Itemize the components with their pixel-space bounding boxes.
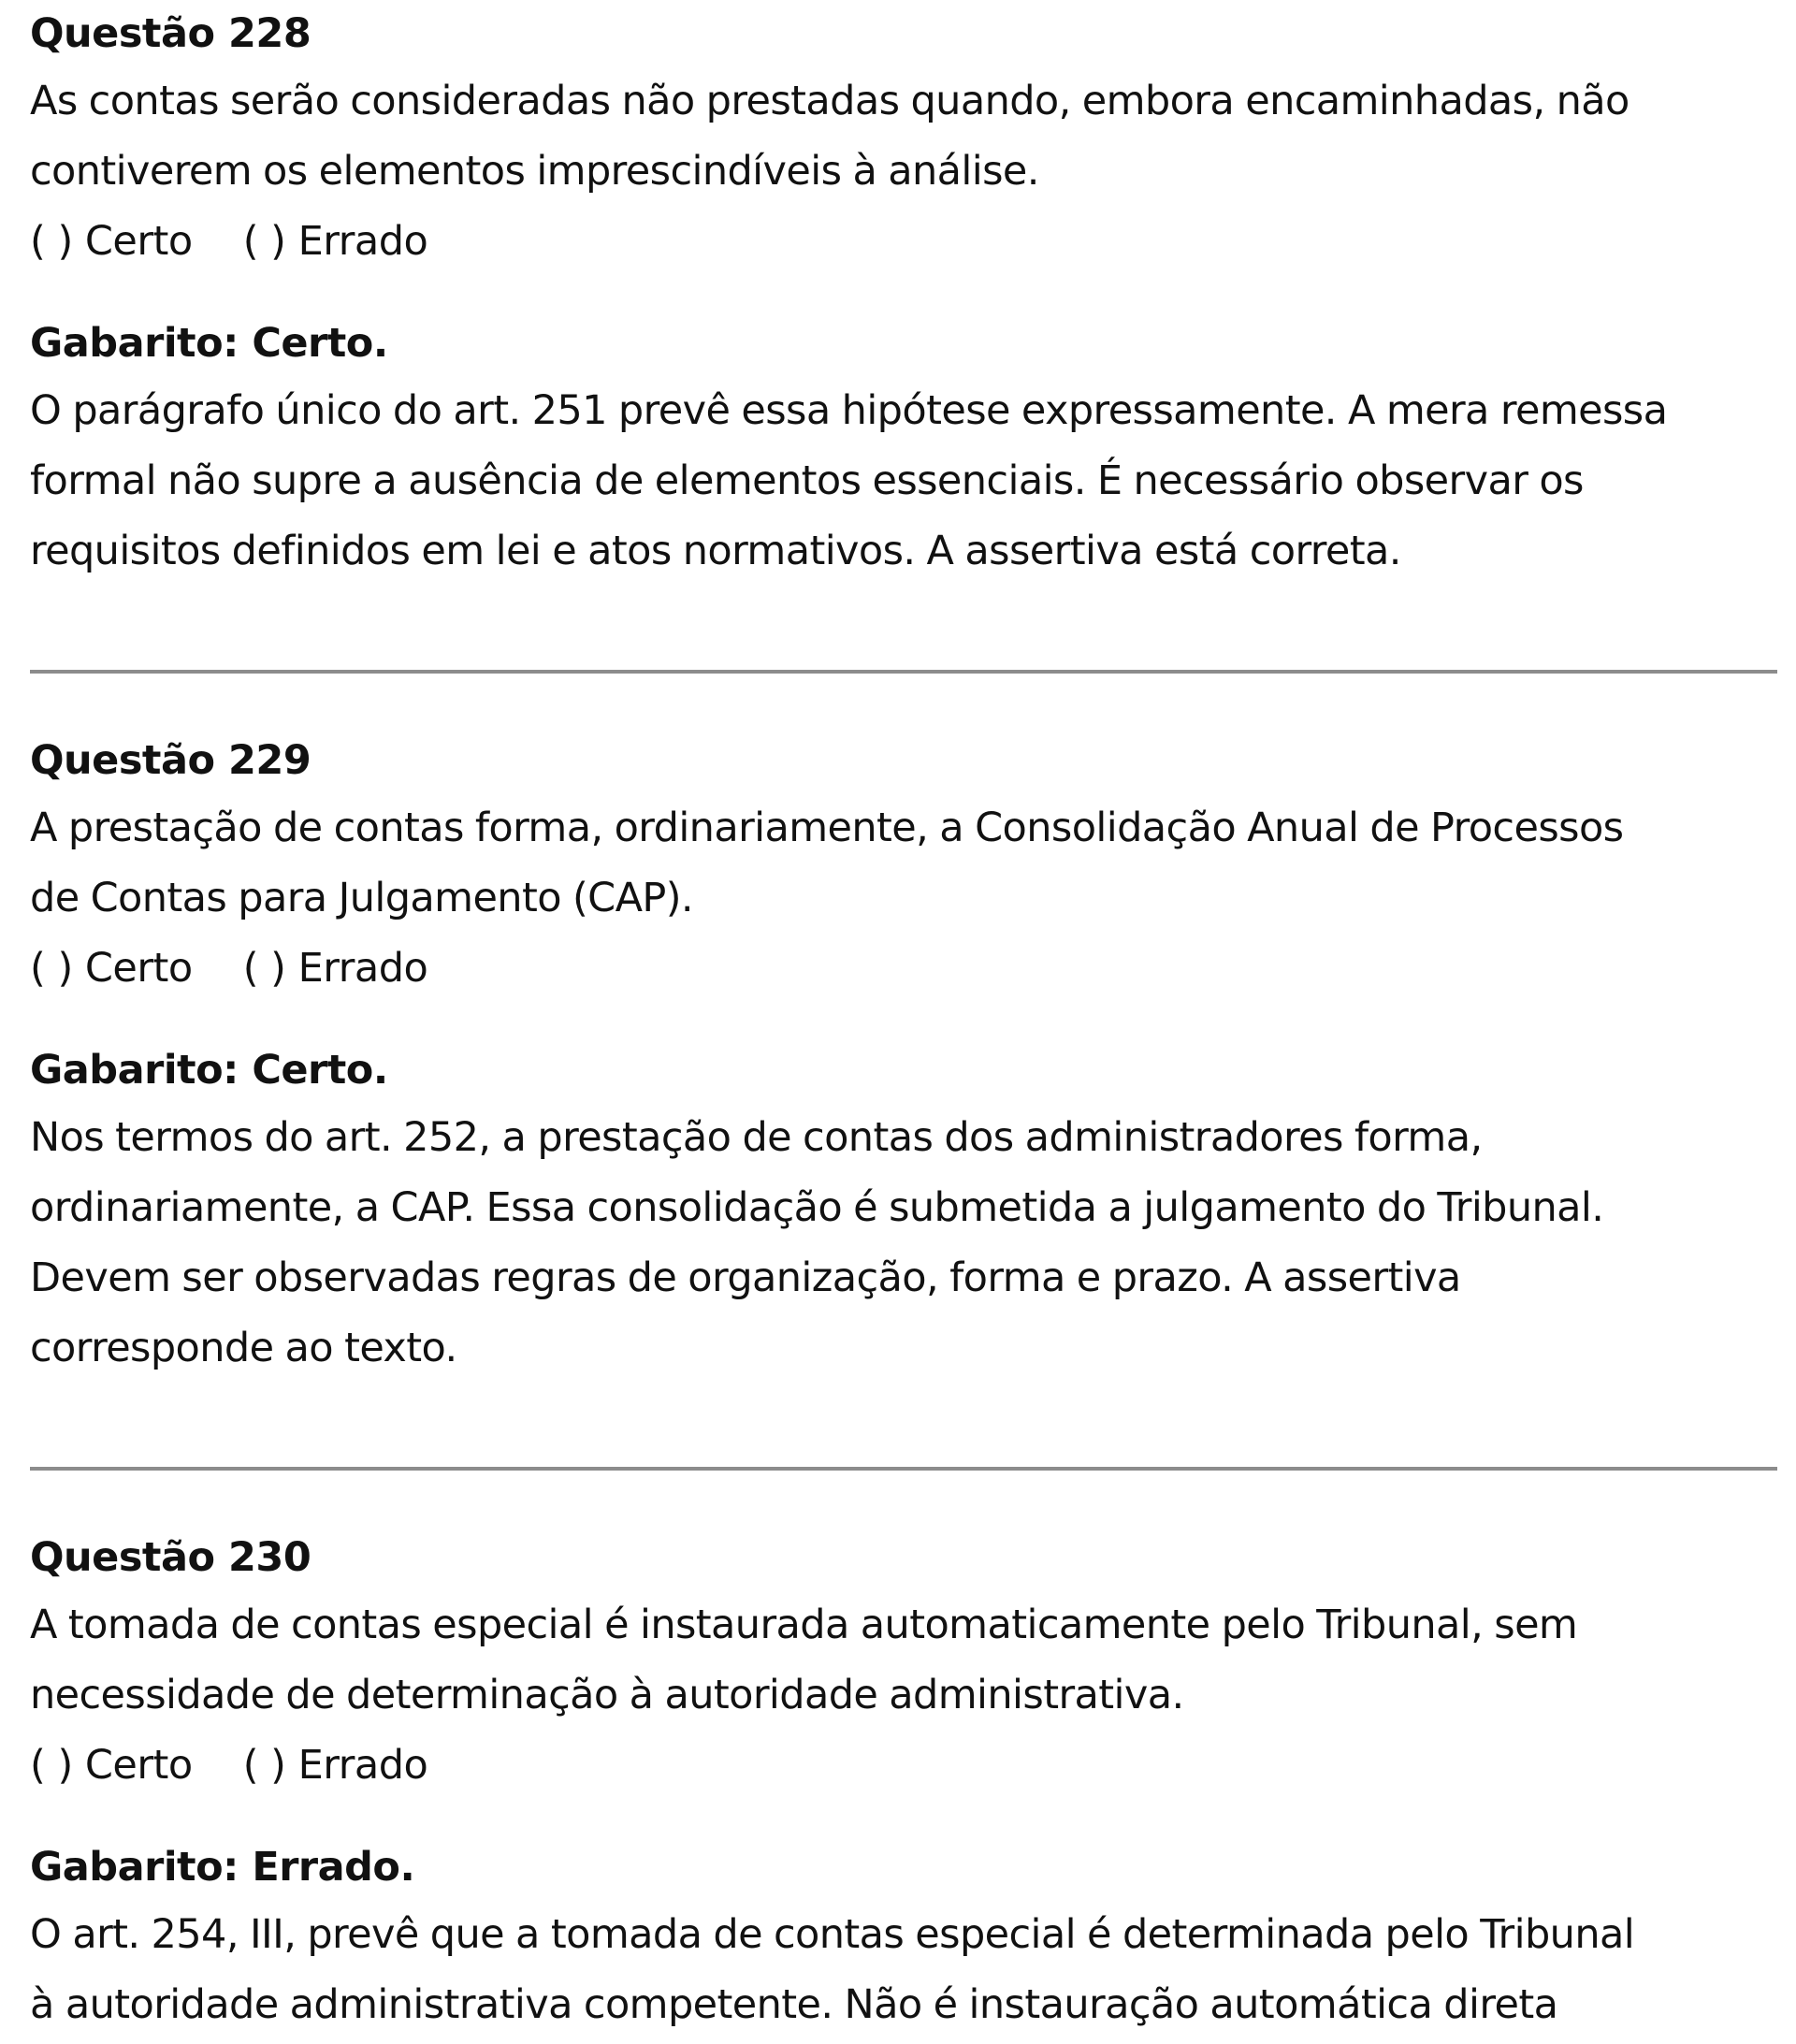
answer-block bbox=[30, 311, 1667, 587]
explanation-line: O art. 254, III, prevê que a tomada de contas especial é determinada pelo Tribunal bbox=[30, 1911, 1635, 1958]
question-text-line: necessidade de determinação à autoridade administrativa. bbox=[30, 1672, 1184, 1718]
explanation-line: Nos termos do art. 252, a prestação de contas dos administradores forma, bbox=[30, 1114, 1483, 1161]
answer-options bbox=[30, 934, 1623, 1004]
question-text bbox=[30, 1590, 1634, 1731]
answer-block bbox=[30, 1037, 1623, 1384]
explanation-line: formal não supre a ausência de elementos essenciais. É necessário observar os bbox=[30, 457, 1584, 504]
question-text-line: As contas serão consideradas não prestadas quando, embora encaminhadas, não bbox=[30, 78, 1629, 124]
section-divider bbox=[30, 1467, 1777, 1471]
option-certo: ( ) Certo bbox=[30, 218, 193, 265]
question-text bbox=[30, 793, 1623, 934]
explanation bbox=[30, 1103, 1623, 1384]
question-title: Questão 229 bbox=[30, 737, 311, 784]
question-230 bbox=[30, 1525, 1634, 2040]
answer-key: Gabarito: Certo. bbox=[30, 320, 388, 367]
question-229 bbox=[30, 728, 1623, 1384]
section-divider bbox=[30, 670, 1777, 674]
question-text-line: A prestação de contas forma, ordinariamente, a Consolidação Anual de Processos bbox=[30, 805, 1624, 851]
question-text-line: de Contas para Julgamento (CAP). bbox=[30, 875, 693, 921]
option-errado: ( ) Errado bbox=[242, 1742, 428, 1789]
answer-options bbox=[30, 207, 1667, 277]
answer-block bbox=[30, 1834, 1634, 2040]
question-text-line: A tomada de contas especial é instaurada automaticamente pelo Tribunal, sem bbox=[30, 1602, 1578, 1648]
option-errado: ( ) Errado bbox=[242, 945, 428, 992]
question-228 bbox=[30, 0, 1667, 587]
explanation-line: ordinariamente, a CAP. Essa consolidação é submetida a julgamento do Tribunal. bbox=[30, 1184, 1604, 1231]
answer-options bbox=[30, 1731, 1634, 1801]
question-text bbox=[30, 66, 1667, 207]
question-title: Questão 228 bbox=[30, 10, 311, 57]
option-certo: ( ) Certo bbox=[30, 945, 193, 992]
explanation-line: requisitos definidos em lei e atos normativos. A assertiva está correta. bbox=[30, 528, 1401, 574]
explanation-line: Devem ser observadas regras de organização, forma e prazo. A assertiva bbox=[30, 1254, 1461, 1301]
answer-key: Gabarito: Errado. bbox=[30, 1844, 415, 1891]
explanation-line: corresponde ao texto. bbox=[30, 1325, 457, 1371]
option-certo: ( ) Certo bbox=[30, 1742, 193, 1789]
question-text-line: contiverem os elementos imprescindíveis à análise. bbox=[30, 148, 1039, 195]
explanation-line: à autoridade administrativa competente. Não é instauração automática direta bbox=[30, 1981, 1558, 2028]
explanation bbox=[30, 376, 1667, 587]
question-title: Questão 230 bbox=[30, 1534, 311, 1581]
option-errado: ( ) Errado bbox=[242, 218, 428, 265]
explanation bbox=[30, 1900, 1634, 2040]
answer-key: Gabarito: Certo. bbox=[30, 1047, 388, 1094]
explanation-line: O parágrafo único do art. 251 prevê essa hipótese expressamente. A mera remessa bbox=[30, 387, 1668, 434]
